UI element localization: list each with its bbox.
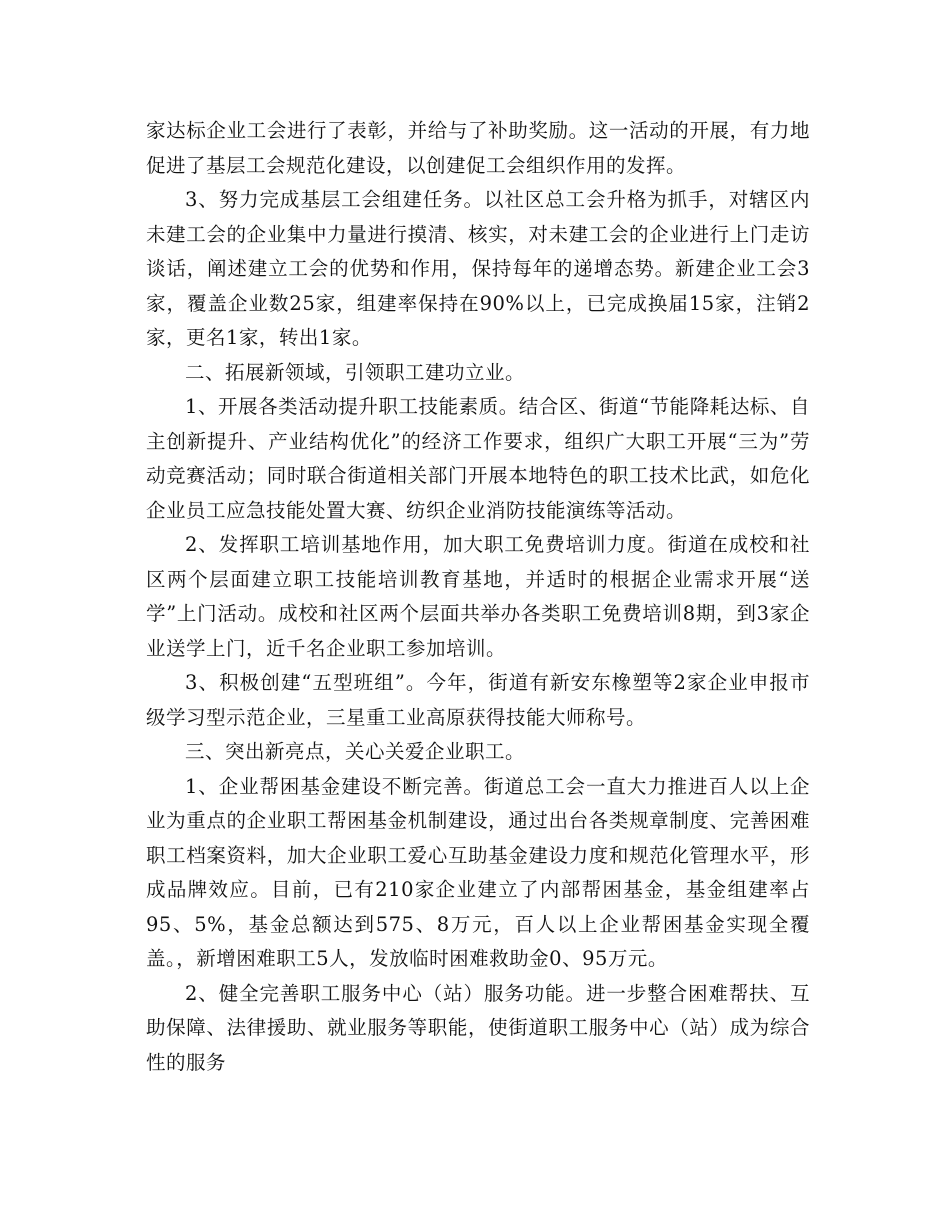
paragraph-5: 3、积极创建“五型班组”。今年，街道有新安东橡塑等2家企业申报市级学习型示范企业，三星重工业高原获得技能大师称号。 — [146, 671, 810, 729]
paragraph-7: 2、健全完善职工服务中心（站）服务功能。进一步整合困难帮扶、互助保障、法律援助、就业服务等职能，使街道职工服务中心（站）成为综合性的服务 — [146, 981, 810, 1074]
paragraph-2: 3、努力完成基层工会组建任务。以社区总工会升格为抓手，对辖区内未建工会的企业集中力量进行摸清、核实，对未建工会的企业进行上门走访谈话，阐述建立工会的优势和作用，保持每年的递增态势。新建企业工会3家，覆盖企业数25家，组建率保持在90%以上，已完成换届15家，注销2家，更名1家，转出1家。 — [146, 188, 810, 349]
paragraph-4: 2、发挥职工培训基地作用，加大职工免费培训力度。街道在成校和社区两个层面建立职工技能培训教育基地，并适时的根据企业需求开展“送学”上门活动。成校和社区两个层面共举办各类职工免费培训8期，到3家企业送学上门，近千名企业职工参加培训。 — [146, 533, 810, 660]
section-heading-3: 三、突出新亮点，关心关爱企业职工。 — [185, 740, 526, 763]
paragraph-6: 1、企业帮困基金建设不断完善。街道总工会一直大力推进百人以上企业为重点的企业职工帮困基金机制建设，通过出台各类规章制度、完善困难职工档案资料，加大企业职工爱心互助基金建设力度和规范化管理水平，形成品牌效应。目前，已有210家企业建立了内部帮困基金，基金组建率占95、5%，基金总额达到575、8万元，百人以上企业帮困基金实现全覆盖。，新增困难职工5人，发放临时困难救助金0、95万元。 — [146, 774, 810, 970]
paragraph-3: 1、开展各类活动提升职工技能素质。结合区、街道“节能降耗达标、自主创新提升、产业结构优化”的经济工作要求，组织广大职工开展“三为”劳动竞赛活动；同时联合街道相关部门开展本地特色的职工技术比武，如危化企业员工应急技能处置大赛、纺织企业消防技能演练等活动。 — [146, 395, 810, 522]
section-heading-2: 二、拓展新领域，引领职工建功立业。 — [185, 360, 526, 384]
document-body — [146, 114, 810, 1080]
paragraph-1: 家达标企业工会进行了表彰，并给与了补助奖励。这一活动的开展，有力地促进了基层工会规范化建设，以创建促工会组织作用的发挥。 — [146, 119, 810, 177]
